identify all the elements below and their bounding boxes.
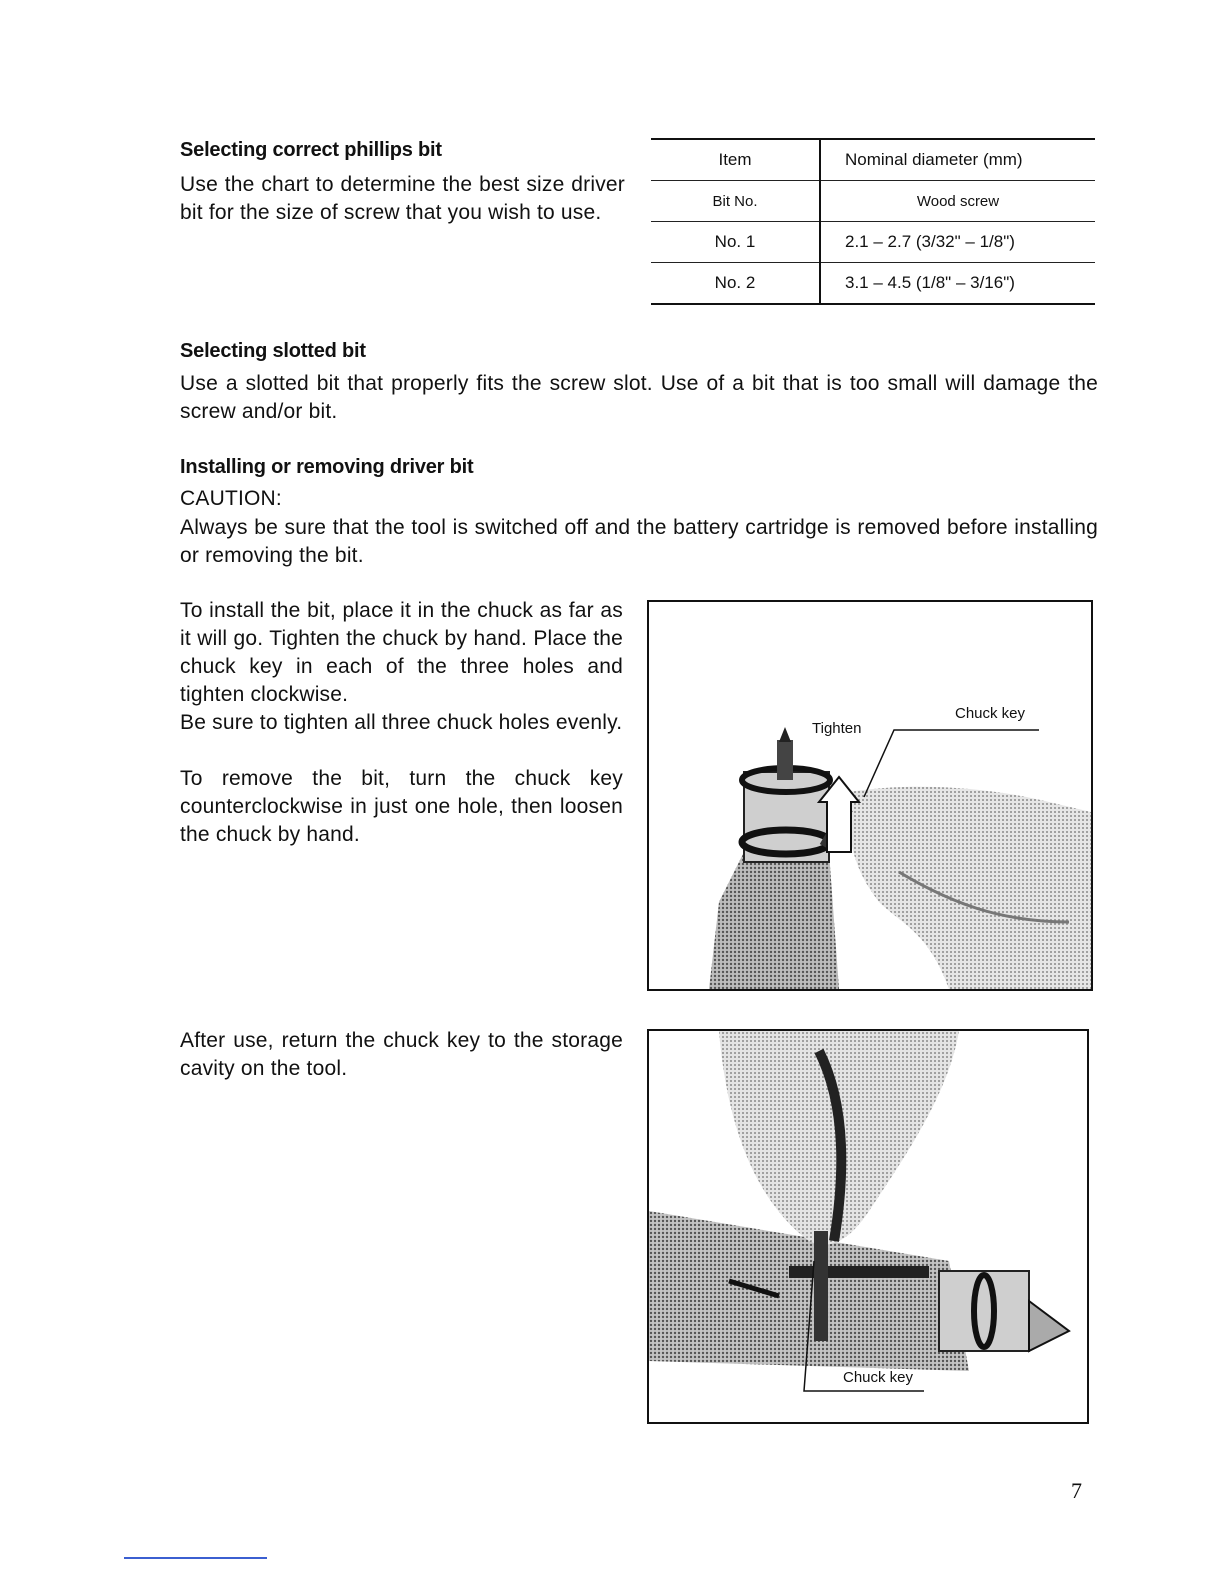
slotted-text: Use a slotted bit that properly fits the screw slot. Use of a bit that is too small will damage the screw and/or bit. [180,372,1098,423]
chuck-shape [939,1271,1029,1351]
phillips-text: Use the chart to determine the best size driver bit for the size of screw that you wish to use. [180,173,625,224]
page-number: 7 [1071,1478,1082,1503]
footer-rule [124,1557,267,1559]
chuck-key-storage-illustration [649,1031,1087,1422]
slotted-heading: Selecting slotted bit [180,340,366,362]
hand-shape [848,787,1091,989]
table-subheader-bitno: Bit No. [651,181,820,222]
install-instructions-3: To remove the bit, turn the chuck key counterclockwise in just one hole, then loosen the chuck by hand. [180,767,623,846]
table-cell-bit: No. 1 [651,222,820,263]
chuck-key-shape [789,1266,929,1278]
chuck-tighten-illustration [649,602,1091,989]
table-cell-diameter: 2.1 – 2.7 (3/32" – 1/8") [820,222,1095,263]
phillips-heading: Selecting correct phillips bit [180,139,442,161]
chuck-key-label: Chuck key [843,1369,914,1386]
table-subheader-woodscrew: Wood screw [820,181,1095,222]
caution-label: CAUTION: [180,487,282,510]
drill-body-shape [709,852,839,989]
installing-heading: Installing or removing driver bit [180,456,474,478]
table-cell-bit: No. 2 [651,263,820,305]
caution-text: Always be sure that the tool is switched off and the battery cartridge is removed before installing or removing the bit. [180,516,1098,567]
table-subheader-row [651,181,1095,222]
chuck-key-label: Chuck key [955,705,1026,722]
bit-size-table [651,138,1095,305]
install-instructions-2: Be sure to tighten all three chuck holes evenly. [180,711,623,734]
bit-shape [777,740,793,780]
install-instructions-1: To install the bit, place it in the chuck as far as it will go. Tighten the chuck by hand. Place the chuck key in each of the three holes and tighten clockwise. [180,599,623,706]
table-row [651,222,1095,263]
table-cell-diameter: 3.1 – 4.5 (1/8" – 3/16") [820,263,1095,305]
after-use-text: After use, return the chuck key to the storage cavity on the tool. [180,1029,623,1080]
table-header-diameter: Nominal diameter (mm) [820,139,1095,181]
chuck-tighten-photo [647,600,1093,991]
table-row [651,263,1095,305]
tighten-label: Tighten [812,720,862,737]
chuck-key-storage-photo [647,1029,1089,1424]
table-header-row [651,139,1095,181]
table-header-item: Item [651,139,820,181]
